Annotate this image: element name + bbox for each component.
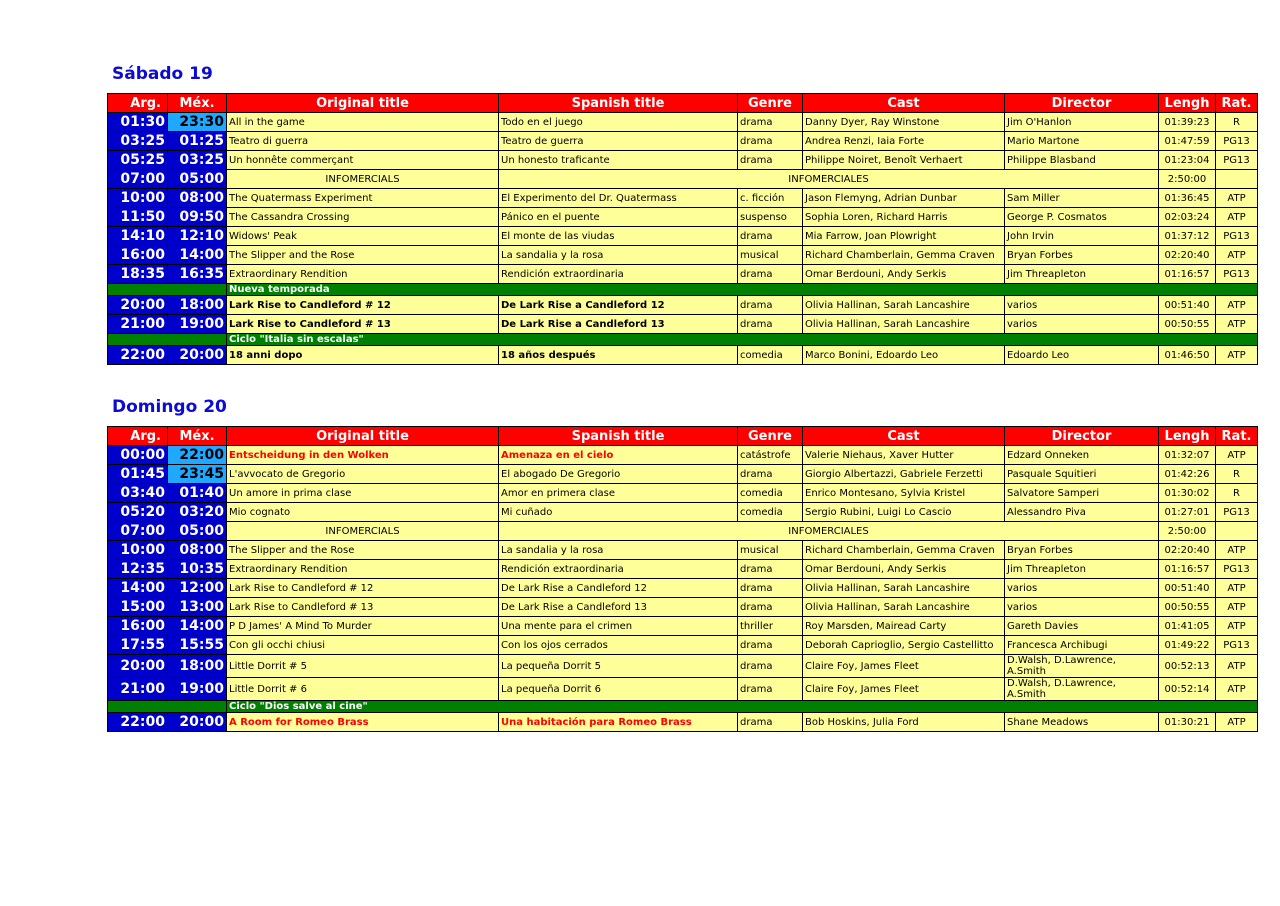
header-row (108, 94, 1258, 113)
length: 02:03:24 (1159, 208, 1216, 227)
original-title: Widows' Peak (227, 227, 499, 246)
cast: Philippe Noiret, Benoît Verhaert (803, 151, 1005, 170)
genre: drama (738, 678, 803, 701)
original-title: The Slipper and the Rose (227, 246, 499, 265)
arg-time: 01:30 (108, 113, 168, 132)
length: 01:42:26 (1159, 465, 1216, 484)
arg-time: 21:00 (108, 315, 168, 334)
section-spacer (108, 701, 227, 713)
original-title: P D James' A Mind To Murder (227, 617, 499, 636)
arg-time: 07:00 (108, 170, 168, 189)
director: varios (1005, 296, 1159, 315)
schedule-table (107, 426, 1258, 732)
mex-time: 05:00 (168, 522, 227, 541)
mex-time: 23:45 (168, 465, 227, 484)
original-title: Lark Rise to Candleford # 12 (227, 579, 499, 598)
mex-time: 01:40 (168, 484, 227, 503)
mex-time: 20:00 (168, 713, 227, 732)
rating (1216, 170, 1258, 189)
length: 00:51:40 (1159, 296, 1216, 315)
genre: drama (738, 636, 803, 655)
director: D.Walsh, D.Lawrence, A.Smith (1005, 655, 1159, 678)
day-title: Domingo 20 (112, 397, 227, 417)
mex-time: 08:00 (168, 541, 227, 560)
column-header-director: Director (1005, 427, 1159, 446)
director: Jim O'Hanlon (1005, 113, 1159, 132)
rating: R (1216, 484, 1258, 503)
arg-time: 21:00 (108, 678, 168, 701)
cast: Richard Chamberlain, Gemma Craven (803, 246, 1005, 265)
length: 01:30:02 (1159, 484, 1216, 503)
column-header-length: Lengh (1159, 94, 1216, 113)
original-title: Un amore in prima clase (227, 484, 499, 503)
director: Edoardo Leo (1005, 346, 1159, 365)
arg-time: 10:00 (108, 541, 168, 560)
cast: Bob Hoskins, Julia Ford (803, 713, 1005, 732)
column-header-director: Director (1005, 94, 1159, 113)
cast: Marco Bonini, Edoardo Leo (803, 346, 1005, 365)
genre: drama (738, 132, 803, 151)
director: varios (1005, 598, 1159, 617)
table-row (108, 522, 1258, 541)
arg-time: 01:45 (108, 465, 168, 484)
table-row (108, 713, 1258, 732)
spanish-title: Mi cuñado (499, 503, 738, 522)
arg-time: 16:00 (108, 617, 168, 636)
genre: drama (738, 713, 803, 732)
cast: Olivia Hallinan, Sarah Lancashire (803, 598, 1005, 617)
table-row (108, 296, 1258, 315)
original-title: 18 anni dopo (227, 346, 499, 365)
table-row (108, 484, 1258, 503)
arg-time: 22:00 (108, 346, 168, 365)
table-row (108, 170, 1258, 189)
spanish-title: Un honesto traficante (499, 151, 738, 170)
mex-time: 05:00 (168, 170, 227, 189)
cast: Sergio Rubini, Luigi Lo Cascio (803, 503, 1005, 522)
table-row (108, 113, 1258, 132)
spanish-title: INFOMERCIALES (499, 522, 1159, 541)
table-row (108, 315, 1258, 334)
rating: ATP (1216, 541, 1258, 560)
length: 02:20:40 (1159, 541, 1216, 560)
genre: suspenso (738, 208, 803, 227)
mex-time: 18:00 (168, 655, 227, 678)
spanish-title: De Lark Rise a Candleford 13 (499, 598, 738, 617)
original-title: INFOMERCIALS (227, 170, 499, 189)
spanish-title: El monte de las viudas (499, 227, 738, 246)
director: Salvatore Samperi (1005, 484, 1159, 503)
original-title: Little Dorrit # 6 (227, 678, 499, 701)
arg-time: 16:00 (108, 246, 168, 265)
length: 01:46:50 (1159, 346, 1216, 365)
arg-time: 03:40 (108, 484, 168, 503)
genre: comedia (738, 484, 803, 503)
column-header-cast: Cast (803, 427, 1005, 446)
length: 2:50:00 (1159, 170, 1216, 189)
rating: PG13 (1216, 636, 1258, 655)
column-header-arg: Arg. (108, 427, 168, 446)
genre: drama (738, 579, 803, 598)
spanish-title: La pequeña Dorrit 5 (499, 655, 738, 678)
table-row (108, 503, 1258, 522)
genre: drama (738, 113, 803, 132)
length: 00:51:40 (1159, 579, 1216, 598)
spanish-title: Rendición extraordinaria (499, 265, 738, 284)
table-row (108, 617, 1258, 636)
table-row (108, 265, 1258, 284)
day-title: Sábado 19 (112, 64, 213, 84)
length: 01:47:59 (1159, 132, 1216, 151)
spanish-title: De Lark Rise a Candleford 13 (499, 315, 738, 334)
length: 01:36:45 (1159, 189, 1216, 208)
arg-time: 17:55 (108, 636, 168, 655)
length: 00:52:14 (1159, 678, 1216, 701)
genre: drama (738, 296, 803, 315)
table-row (108, 598, 1258, 617)
genre: drama (738, 227, 803, 246)
cast: Sophia Loren, Richard Harris (803, 208, 1005, 227)
length: 00:50:55 (1159, 598, 1216, 617)
arg-time: 14:10 (108, 227, 168, 246)
original-title: Lark Rise to Candleford # 13 (227, 598, 499, 617)
mex-time: 12:00 (168, 579, 227, 598)
arg-time: 20:00 (108, 655, 168, 678)
genre: drama (738, 465, 803, 484)
spanish-title: El Experimento del Dr. Quatermass (499, 189, 738, 208)
arg-time: 05:25 (108, 151, 168, 170)
table-row (108, 465, 1258, 484)
genre: musical (738, 541, 803, 560)
table-row (108, 560, 1258, 579)
spanish-title: De Lark Rise a Candleford 12 (499, 579, 738, 598)
rating: ATP (1216, 678, 1258, 701)
director: Jim Threapleton (1005, 560, 1159, 579)
section-spacer (108, 334, 227, 346)
cast: Omar Berdouni, Andy Serkis (803, 265, 1005, 284)
cast: Valerie Niehaus, Xaver Hutter (803, 446, 1005, 465)
table-row (108, 446, 1258, 465)
spanish-title: Con los ojos cerrados (499, 636, 738, 655)
cast: Roy Marsden, Mairead Carty (803, 617, 1005, 636)
director: varios (1005, 315, 1159, 334)
column-header-original: Original title (227, 94, 499, 113)
header-row (108, 427, 1258, 446)
cast: Deborah Caprioglio, Sergio Castellitto (803, 636, 1005, 655)
mex-time: 12:10 (168, 227, 227, 246)
spanish-title: Rendición extraordinaria (499, 560, 738, 579)
director: Mario Martone (1005, 132, 1159, 151)
table-row (108, 189, 1258, 208)
director: Jim Threapleton (1005, 265, 1159, 284)
column-header-spanish: Spanish title (499, 427, 738, 446)
spanish-title: Pánico en el puente (499, 208, 738, 227)
original-title: Lark Rise to Candleford # 13 (227, 315, 499, 334)
director: Bryan Forbes (1005, 246, 1159, 265)
table-row (108, 208, 1258, 227)
arg-time: 14:00 (108, 579, 168, 598)
mex-time: 03:20 (168, 503, 227, 522)
genre: drama (738, 560, 803, 579)
spanish-title: El abogado De Gregorio (499, 465, 738, 484)
spanish-title: La sandalia y la rosa (499, 541, 738, 560)
section-label: Ciclo "Dios salve al cine" (227, 701, 1258, 713)
director: Francesca Archibugi (1005, 636, 1159, 655)
original-title: Little Dorrit # 5 (227, 655, 499, 678)
original-title: All in the game (227, 113, 499, 132)
rating: PG13 (1216, 132, 1258, 151)
rating: ATP (1216, 296, 1258, 315)
rating: ATP (1216, 713, 1258, 732)
table-row (108, 346, 1258, 365)
rating: PG13 (1216, 560, 1258, 579)
column-header-rating: Rat. (1216, 427, 1258, 446)
cast: Andrea Renzi, Iaia Forte (803, 132, 1005, 151)
genre: comedia (738, 503, 803, 522)
arg-time: 00:00 (108, 446, 168, 465)
mex-time: 13:00 (168, 598, 227, 617)
cast: Richard Chamberlain, Gemma Craven (803, 541, 1005, 560)
length: 01:27:01 (1159, 503, 1216, 522)
section-spacer (108, 284, 227, 296)
length: 00:50:55 (1159, 315, 1216, 334)
table-row (108, 636, 1258, 655)
section-label: Ciclo "Italia sin escalas" (227, 334, 1258, 346)
table-row (108, 132, 1258, 151)
length: 01:23:04 (1159, 151, 1216, 170)
length: 01:30:21 (1159, 713, 1216, 732)
cast: Olivia Hallinan, Sarah Lancashire (803, 296, 1005, 315)
rating: ATP (1216, 246, 1258, 265)
genre: comedia (738, 346, 803, 365)
director: John Irvin (1005, 227, 1159, 246)
column-header-cast: Cast (803, 94, 1005, 113)
director: Philippe Blasband (1005, 151, 1159, 170)
table-row (108, 541, 1258, 560)
spanish-title: Amor en primera clase (499, 484, 738, 503)
arg-time: 12:35 (108, 560, 168, 579)
cast: Claire Foy, James Fleet (803, 655, 1005, 678)
section-row (108, 284, 1258, 296)
original-title: A Room for Romeo Brass (227, 713, 499, 732)
schedule-table (107, 93, 1258, 365)
section-label: Nueva temporada (227, 284, 1258, 296)
genre: thriller (738, 617, 803, 636)
rating: PG13 (1216, 265, 1258, 284)
rating: ATP (1216, 655, 1258, 678)
rating (1216, 522, 1258, 541)
genre: c. ficción (738, 189, 803, 208)
spanish-title: Todo en el juego (499, 113, 738, 132)
cast: Enrico Montesano, Sylvia Kristel (803, 484, 1005, 503)
director: Alessandro Piva (1005, 503, 1159, 522)
original-title: Teatro di guerra (227, 132, 499, 151)
spanish-title: INFOMERCIALES (499, 170, 1159, 189)
original-title: Extraordinary Rendition (227, 265, 499, 284)
mex-time: 20:00 (168, 346, 227, 365)
column-header-original: Original title (227, 427, 499, 446)
original-title: Entscheidung in den Wolken (227, 446, 499, 465)
rating: ATP (1216, 617, 1258, 636)
mex-time: 09:50 (168, 208, 227, 227)
rating: PG13 (1216, 151, 1258, 170)
rating: ATP (1216, 189, 1258, 208)
rating: ATP (1216, 446, 1258, 465)
length: 2:50:00 (1159, 522, 1216, 541)
length: 00:52:13 (1159, 655, 1216, 678)
mex-time: 08:00 (168, 189, 227, 208)
genre: catástrofe (738, 446, 803, 465)
column-header-length: Lengh (1159, 427, 1216, 446)
rating: PG13 (1216, 503, 1258, 522)
director: Edzard Onneken (1005, 446, 1159, 465)
arg-time: 11:50 (108, 208, 168, 227)
table-row (108, 151, 1258, 170)
original-title: INFOMERCIALS (227, 522, 499, 541)
director: Shane Meadows (1005, 713, 1159, 732)
table-row (108, 655, 1258, 678)
table-row (108, 246, 1258, 265)
arg-time: 07:00 (108, 522, 168, 541)
length: 01:37:12 (1159, 227, 1216, 246)
genre: drama (738, 151, 803, 170)
director: Sam Miller (1005, 189, 1159, 208)
mex-time: 16:35 (168, 265, 227, 284)
length: 01:41:05 (1159, 617, 1216, 636)
genre: drama (738, 598, 803, 617)
mex-time: 19:00 (168, 678, 227, 701)
length: 02:20:40 (1159, 246, 1216, 265)
genre: drama (738, 655, 803, 678)
length: 01:39:23 (1159, 113, 1216, 132)
length: 01:32:07 (1159, 446, 1216, 465)
genre: musical (738, 246, 803, 265)
spanish-title: 18 años después (499, 346, 738, 365)
cast: Claire Foy, James Fleet (803, 678, 1005, 701)
original-title: The Cassandra Crossing (227, 208, 499, 227)
spanish-title: La pequeña Dorrit 6 (499, 678, 738, 701)
spanish-title: Teatro de guerra (499, 132, 738, 151)
arg-time: 05:20 (108, 503, 168, 522)
arg-time: 22:00 (108, 713, 168, 732)
genre: drama (738, 265, 803, 284)
mex-time: 15:55 (168, 636, 227, 655)
original-title: Un honnête commerçant (227, 151, 499, 170)
spanish-title: Una mente para el crimen (499, 617, 738, 636)
column-header-mex: Méx. (168, 427, 227, 446)
rating: PG13 (1216, 227, 1258, 246)
arg-time: 18:35 (108, 265, 168, 284)
table-row (108, 227, 1258, 246)
original-title: Lark Rise to Candleford # 12 (227, 296, 499, 315)
cast: Danny Dyer, Ray Winstone (803, 113, 1005, 132)
column-header-spanish: Spanish title (499, 94, 738, 113)
spanish-title: De Lark Rise a Candleford 12 (499, 296, 738, 315)
original-title: The Slipper and the Rose (227, 541, 499, 560)
mex-time: 18:00 (168, 296, 227, 315)
rating: ATP (1216, 579, 1258, 598)
section-row (108, 334, 1258, 346)
rating: ATP (1216, 598, 1258, 617)
spanish-title: Una habitación para Romeo Brass (499, 713, 738, 732)
director: Bryan Forbes (1005, 541, 1159, 560)
table-row (108, 579, 1258, 598)
cast: Jason Flemyng, Adrian Dunbar (803, 189, 1005, 208)
mex-time: 01:25 (168, 132, 227, 151)
director: George P. Cosmatos (1005, 208, 1159, 227)
length: 01:16:57 (1159, 560, 1216, 579)
column-header-genre: Genre (738, 427, 803, 446)
rating: R (1216, 465, 1258, 484)
arg-time: 10:00 (108, 189, 168, 208)
director: Gareth Davies (1005, 617, 1159, 636)
original-title: The Quatermass Experiment (227, 189, 499, 208)
cast: Olivia Hallinan, Sarah Lancashire (803, 315, 1005, 334)
arg-time: 20:00 (108, 296, 168, 315)
cast: Olivia Hallinan, Sarah Lancashire (803, 579, 1005, 598)
column-header-genre: Genre (738, 94, 803, 113)
mex-time: 19:00 (168, 315, 227, 334)
genre: drama (738, 315, 803, 334)
rating: ATP (1216, 315, 1258, 334)
cast: Giorgio Albertazzi, Gabriele Ferzetti (803, 465, 1005, 484)
spanish-title: Amenaza en el cielo (499, 446, 738, 465)
table-row (108, 678, 1258, 701)
mex-time: 14:00 (168, 617, 227, 636)
original-title: L'avvocato de Gregorio (227, 465, 499, 484)
original-title: Extraordinary Rendition (227, 560, 499, 579)
length: 01:49:22 (1159, 636, 1216, 655)
mex-time: 23:30 (168, 113, 227, 132)
arg-time: 03:25 (108, 132, 168, 151)
arg-time: 15:00 (108, 598, 168, 617)
section-row (108, 701, 1258, 713)
rating: ATP (1216, 346, 1258, 365)
column-header-mex: Méx. (168, 94, 227, 113)
mex-time: 22:00 (168, 446, 227, 465)
director: D.Walsh, D.Lawrence, A.Smith (1005, 678, 1159, 701)
length: 01:16:57 (1159, 265, 1216, 284)
mex-time: 03:25 (168, 151, 227, 170)
spanish-title: La sandalia y la rosa (499, 246, 738, 265)
rating: ATP (1216, 208, 1258, 227)
director: varios (1005, 579, 1159, 598)
original-title: Con gli occhi chiusi (227, 636, 499, 655)
column-header-arg: Arg. (108, 94, 168, 113)
director: Pasquale Squitieri (1005, 465, 1159, 484)
original-title: Mio cognato (227, 503, 499, 522)
cast: Mia Farrow, Joan Plowright (803, 227, 1005, 246)
rating: R (1216, 113, 1258, 132)
cast: Omar Berdouni, Andy Serkis (803, 560, 1005, 579)
column-header-rating: Rat. (1216, 94, 1258, 113)
mex-time: 14:00 (168, 246, 227, 265)
mex-time: 10:35 (168, 560, 227, 579)
